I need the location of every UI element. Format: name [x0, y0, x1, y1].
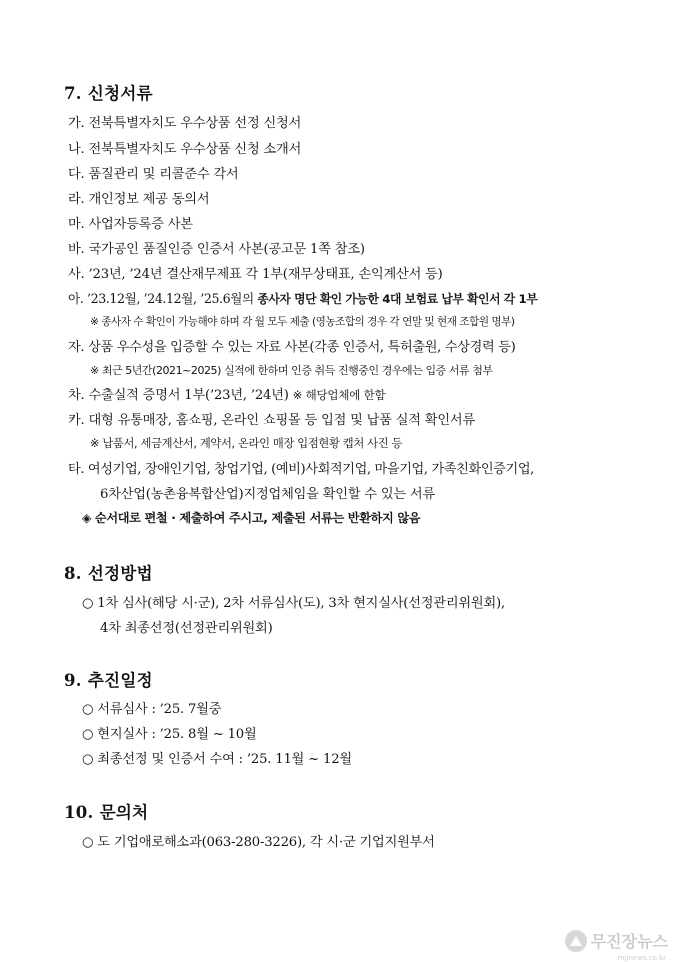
item-a-prefix: 아. ’23.12월, ’24.12월, ’25.6월의 [68, 291, 258, 306]
schedule-item-2: ○ 현지실사 : ’25. 8월 ~ 10월 [82, 727, 257, 742]
note-ja: ※ 최근 5년간(2021~2025) 실적에 한하며 인증 취득 진행중인 경우에는 입증 서류 첨부 [90, 364, 493, 377]
closing-note: ◈ 순서대로 편철 · 제출하여 주시고, 제출된 서류는 반환하지 않음 [82, 511, 421, 525]
section-8-heading: 8. 선정방법 [64, 564, 153, 583]
item-ta-line1: 타. 여성기업, 장애인기업, 창업기업, (예비)사회적기업, 마을기업, 가족친화인증기업, [68, 462, 534, 477]
item-a-bold: 종사자 명단 확인 가능한 4대 보험료 납부 확인서 각 1부 [257, 292, 538, 306]
item-a [68, 288, 537, 307]
item-ja: 자. 상품 우수성을 입증할 수 있는 자료 사본(각종 인증서, 특허출원, 수상경력 등) [68, 340, 516, 355]
schedule-item-3: ○ 최종선정 및 인증서 수여 : ’25. 11월 ~ 12월 [82, 752, 352, 767]
selection-method-line2: 4차 최종선정(선정관리위원회) [100, 621, 273, 636]
item-da: 다. 품질관리 및 리콜준수 각서 [68, 167, 239, 182]
mountain-logo-icon [565, 930, 587, 952]
item-ga: 가. 전북특별자치도 우수상품 선정 신청서 [68, 116, 302, 131]
item-cha-note: ※ 해당업체에 한함 [292, 388, 386, 402]
section-7-heading: 7. 신청서류 [64, 84, 153, 103]
schedule-item-1: ○ 서류심사 : ’25. 7월중 [82, 702, 222, 717]
item-ta-line2: 6차산업(농촌융복합산업)지정업체임을 확인할 수 있는 서류 [100, 487, 435, 502]
item-cha-main: 차. 수출실적 증명서 1부(’23년, ’24년) [68, 388, 293, 403]
watermark-text: 무진장뉴스 [590, 932, 668, 951]
item-ba: 바. 국가공인 품질인증 인증서 사본(공고문 1쪽 참조) [68, 242, 365, 257]
section-9-heading: 9. 추진일정 [64, 671, 153, 690]
note-ka: ※ 납품서, 세금계산서, 계약서, 온라인 매장 입점현황 캡처 사진 등 [90, 437, 403, 450]
item-na: 나. 전북특별자치도 우수상품 신청 소개서 [68, 142, 302, 157]
note-a: ※ 종사자 수 확인이 가능해야 하며 각 월 모두 제출 (영농조합의 경우 각 연말 및 현재 조합원 명부) [90, 316, 515, 328]
item-ma: 마. 사업자등록증 사본 [68, 217, 193, 232]
item-cha [68, 384, 385, 403]
watermark-sub: mjjnews.co.kr [617, 954, 666, 962]
section-10-heading: 10. 문의처 [64, 803, 149, 822]
selection-method-line1: ○ 1차 심사(해당 시·군), 2차 서류심사(도), 3차 현지실사(선정관리위원회), [82, 596, 505, 611]
item-sa: 사. ’23년, ’24년 결산재무제표 각 1부(재무상태표, 손익계산서 등) [68, 267, 443, 282]
item-ka: 카. 대형 유통매장, 홈쇼핑, 온라인 쇼핑몰 등 입점 및 납품 실적 확인서류 [68, 413, 475, 428]
item-ra: 라. 개인정보 제공 동의서 [68, 192, 210, 207]
contact-line: ○ 도 기업애로해소과(063-280-3226), 각 시·군 기업지원부서 [82, 835, 435, 850]
watermark [565, 929, 668, 952]
